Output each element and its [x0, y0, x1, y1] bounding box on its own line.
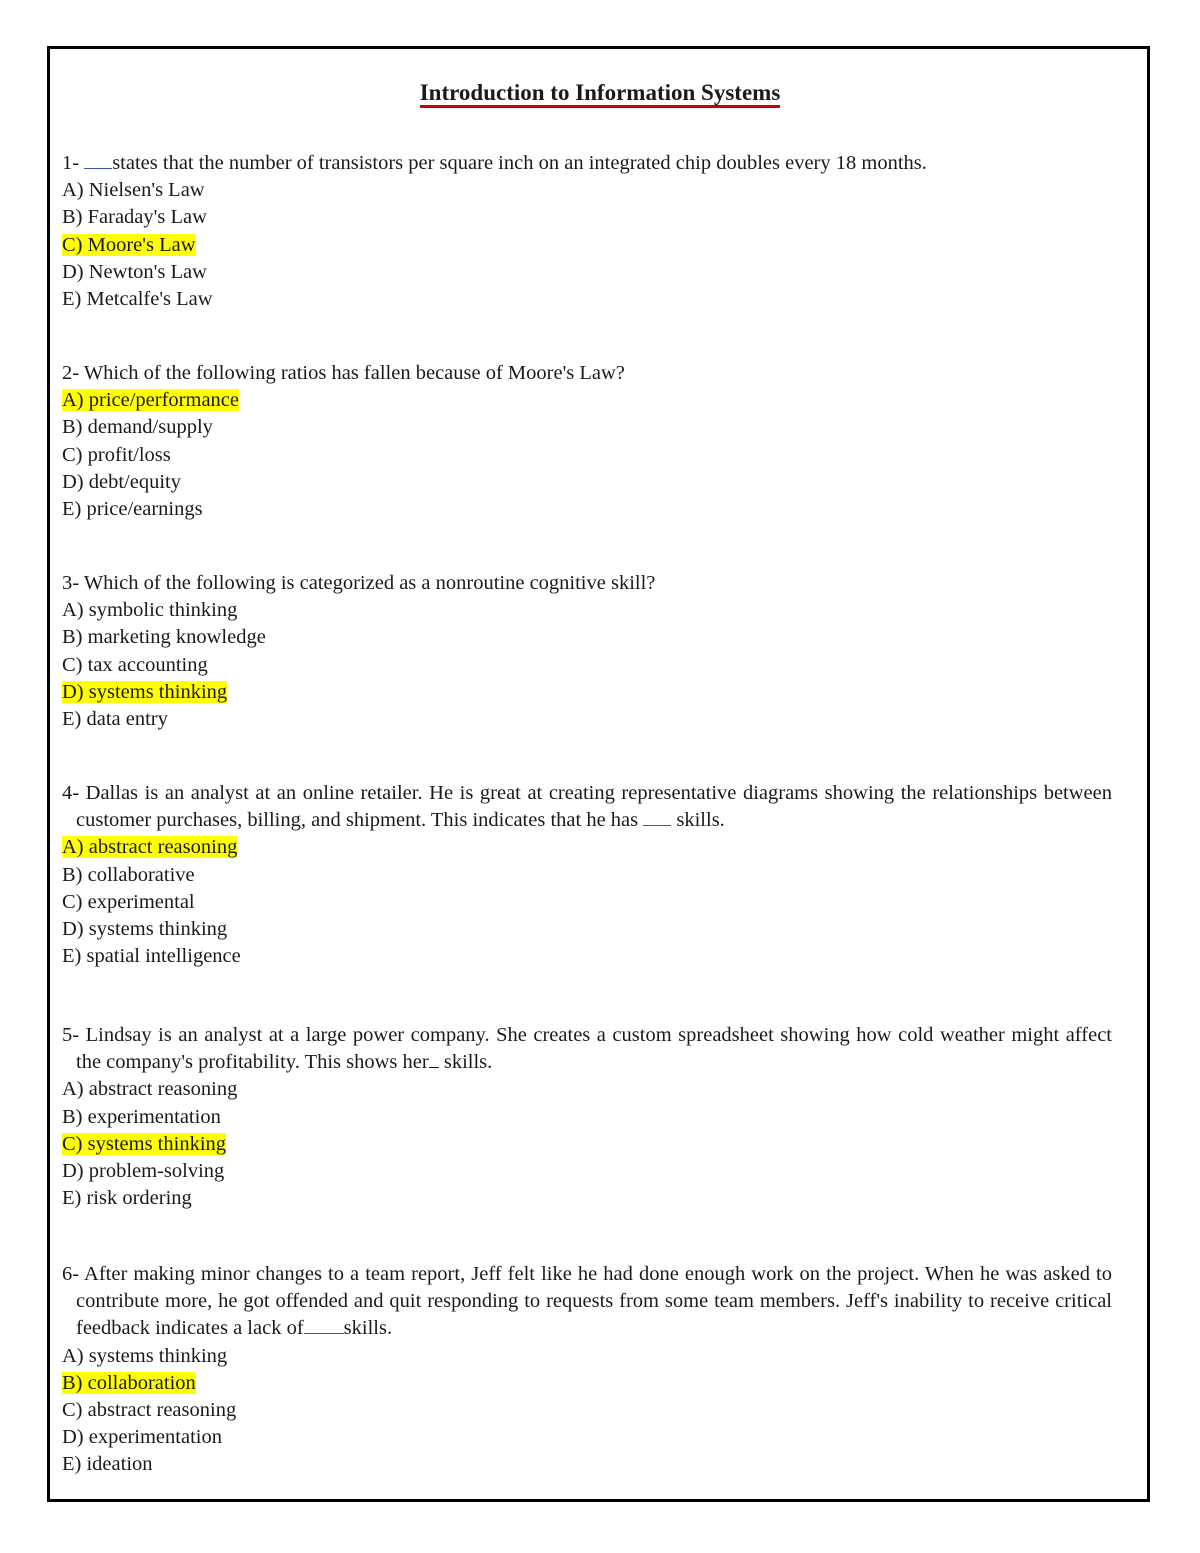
question-3 [62, 570, 1112, 733]
question-6-stem: 6- After making minor changes to a team report, Jeff felt like he had done enough work on the project. When he was asked to contribute more, he got offended and quit responding to requests from some team members. Jeff's inability to receive critical feedback indicates a lack of [62, 1263, 1112, 1340]
option-e [62, 1185, 1112, 1212]
option-d [62, 259, 1112, 286]
option-c [62, 652, 1112, 679]
option-c [62, 1131, 1112, 1158]
option-a [62, 387, 1112, 414]
option-label: B) collaborative [62, 863, 195, 886]
question-4-stem: 4- Dallas is an analyst at an online retailer. He is great at creating representative diagrams showing the relationships between customer purchases, billing, and shipment. This indicates that he has [62, 782, 1112, 832]
option-b [62, 414, 1112, 441]
option-label: D) problem-solving [62, 1160, 225, 1183]
question-4-options [62, 834, 1112, 970]
option-e [62, 943, 1112, 970]
page-title [0, 78, 1200, 108]
option-label: E) risk ordering [62, 1187, 192, 1210]
question-1-number: 1- [62, 152, 85, 174]
option-d [62, 679, 1112, 706]
answer-blank [304, 1315, 344, 1334]
option-c [62, 442, 1112, 469]
option-d [62, 1158, 1112, 1185]
option-label: A) systems thinking [62, 1344, 228, 1367]
option-b [62, 204, 1112, 231]
question-3-options [62, 597, 1112, 733]
option-label: D) systems thinking [62, 918, 228, 941]
option-b [62, 1104, 1112, 1131]
option-d [62, 1424, 1112, 1451]
question-6 [62, 1261, 1112, 1479]
correct-answer-highlight: A) abstract reasoning [62, 836, 238, 859]
correct-answer-highlight: A) price/performance [62, 389, 239, 412]
option-e [62, 706, 1112, 733]
option-label: E) Metcalfe's Law [62, 288, 213, 311]
question-5-options [62, 1076, 1112, 1212]
correct-answer-highlight: B) collaboration [62, 1371, 196, 1394]
question-5 [62, 1022, 1112, 1212]
question-4-text [62, 780, 1112, 834]
option-label: D) Newton's Law [62, 260, 207, 283]
option-label: C) profit/loss [62, 443, 171, 466]
option-label: C) abstract reasoning [62, 1399, 237, 1422]
question-2-text: 2- Which of the following ratios has fallen because of Moore's Law? [62, 362, 625, 384]
question-1 [62, 150, 1112, 313]
option-label: A) Nielsen's Law [62, 179, 205, 202]
answer-blank [84, 150, 112, 169]
option-label: B) Faraday's Law [62, 206, 207, 229]
question-1-options [62, 177, 1112, 313]
option-label: B) marketing knowledge [62, 626, 266, 649]
question-4-stem-end: skills. [671, 809, 725, 832]
question-6-options [62, 1343, 1112, 1479]
option-label: D) experimentation [62, 1426, 222, 1449]
option-e [62, 496, 1112, 523]
option-label: E) spatial intelligence [62, 945, 241, 968]
option-c [62, 232, 1112, 259]
question-2 [62, 360, 1112, 523]
question-1-text [62, 150, 1112, 177]
correct-answer-highlight: C) systems thinking [62, 1132, 227, 1155]
option-a [62, 177, 1112, 204]
correct-answer-highlight: C) Moore's Law [62, 233, 196, 256]
question-6-text [62, 1261, 1112, 1343]
option-c [62, 1397, 1112, 1424]
correct-answer-highlight: D) systems thinking [62, 680, 228, 703]
option-d [62, 916, 1112, 943]
option-a [62, 597, 1112, 624]
answer-blank [643, 807, 671, 826]
option-label: B) experimentation [62, 1105, 221, 1128]
option-label: C) experimental [62, 890, 195, 913]
option-a [62, 1076, 1112, 1103]
option-label: D) debt/equity [62, 470, 181, 493]
option-a [62, 1343, 1112, 1370]
question-5-text [62, 1022, 1112, 1076]
option-b [62, 862, 1112, 889]
question-3-text: 3- Which of the following is categorized as a nonroutine cognitive skill? [62, 572, 656, 594]
option-b [62, 624, 1112, 651]
option-a [62, 834, 1112, 861]
option-e [62, 286, 1112, 313]
question-5-stem-end: skills. [438, 1051, 493, 1074]
page-title-text: Introduction to Information Systems [420, 80, 781, 108]
option-d [62, 469, 1112, 496]
question-4 [62, 780, 1112, 970]
option-label: E) ideation [62, 1453, 153, 1476]
question-2-options [62, 387, 1112, 523]
option-label: B) demand/supply [62, 416, 213, 439]
option-label: E) price/earnings [62, 498, 203, 521]
answer-blank [429, 1049, 439, 1068]
option-label: A) abstract reasoning [62, 1078, 238, 1101]
question-5-stem: 5- Lindsay is an analyst at a large power company. She creates a custom spreadsheet showing how cold weather might affect the company's profitability. This shows her [62, 1024, 1112, 1074]
question-6-stem-end: skills. [343, 1317, 393, 1340]
option-label: E) data entry [62, 708, 168, 731]
option-c [62, 889, 1112, 916]
option-b [62, 1370, 1112, 1397]
question-1-stem: states that the number of transistors per square inch on an integrated chip doubles every 18 months. [112, 152, 927, 174]
option-label: A) symbolic thinking [62, 599, 238, 622]
option-label: C) tax accounting [62, 653, 208, 676]
option-e [62, 1451, 1112, 1478]
